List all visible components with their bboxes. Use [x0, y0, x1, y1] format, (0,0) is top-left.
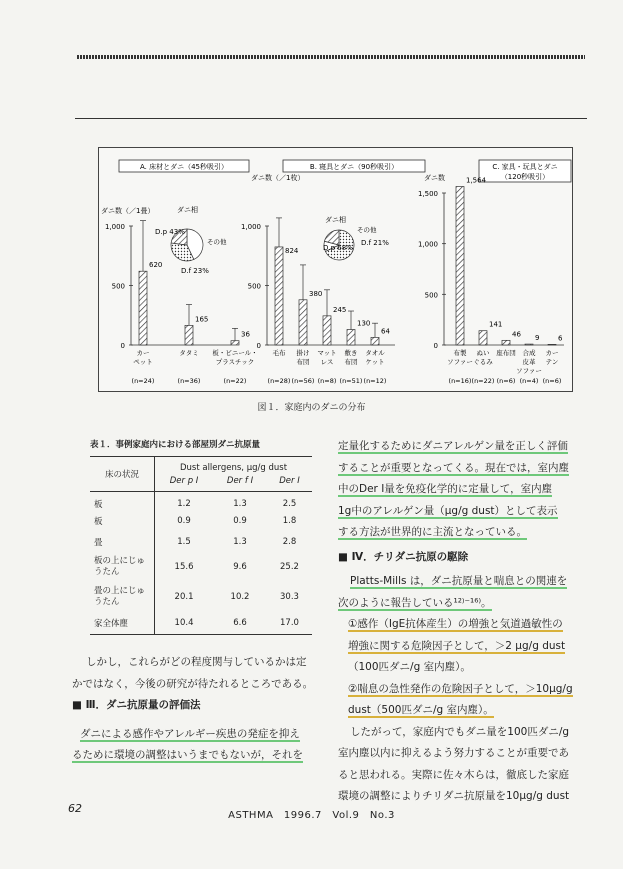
chart-title: B. 寝具とダニ（90秒吸引）	[309, 163, 399, 171]
paragraph-line: ると思われる。実際に佐々木らは，徹底した家庭	[338, 768, 569, 781]
chart-title: C. 家具・玩具とダニ	[492, 163, 558, 171]
cell: 1.2	[177, 499, 191, 509]
n-label: (n=6)	[542, 377, 562, 385]
category-label: ペット	[133, 358, 153, 366]
cell: 17.0	[267, 612, 312, 635]
category-label: ケット	[365, 358, 385, 366]
y-tick-label: 500	[111, 282, 125, 291]
category-label: 毛布	[272, 349, 286, 357]
table-col-derp: Der p Ⅰ	[169, 475, 199, 486]
highlight-line: することが重要となってくる。現在では，室内塵	[338, 461, 569, 474]
bar	[479, 331, 487, 345]
bar	[299, 300, 307, 345]
paragraph-line: かではなく，今後の研究が待たれるところである。	[72, 677, 314, 690]
bar	[323, 316, 331, 345]
bar	[231, 341, 239, 345]
pie-label: D.f 21%	[361, 239, 389, 247]
pie-title: ダニ相	[177, 206, 198, 214]
category-label: 布団	[296, 358, 310, 366]
square-icon: ■	[338, 550, 352, 563]
chart-title: A. 床材とダニ（45秒吸引）	[139, 163, 229, 171]
paragraph-line	[338, 522, 588, 544]
paragraph-line: したがって，家庭内でもダニ量を100匹ダニ/g	[350, 725, 570, 738]
category-label: タオル	[365, 349, 385, 357]
highlight-line: dust（500匹ダニ/g 室内塵）。	[348, 704, 494, 716]
bar	[185, 325, 193, 345]
paragraph-line	[338, 700, 588, 722]
n-label: (n=22)	[223, 377, 247, 385]
paragraph-line	[72, 745, 317, 767]
bar-value-label: 36	[241, 330, 250, 339]
cell: 15.6	[174, 562, 194, 572]
chart-title-sub: （120秒吸引）	[500, 173, 550, 181]
bar-value-label: 46	[512, 330, 521, 339]
category-label: 皮革	[522, 358, 536, 366]
table-row	[90, 612, 312, 635]
bar-value-label: 165	[195, 315, 209, 324]
y-tick-label: 0	[433, 342, 438, 350]
pie-label: D.p 43%	[155, 228, 185, 236]
paragraph-line	[338, 436, 588, 458]
figure-box	[98, 147, 573, 392]
highlight-line: るために環境の調整はいうまでもないが，それを	[72, 749, 303, 761]
cell: 30.3	[280, 592, 299, 602]
bar-value-label: 130	[357, 319, 371, 328]
n-label: (n=16)	[448, 377, 472, 385]
paragraph-line	[338, 614, 588, 636]
pie-label: D.f 23%	[181, 267, 209, 275]
highlight-line: 増強に関する危険因子として，＞2 μg/g dust	[348, 639, 566, 652]
table-row	[90, 510, 312, 532]
category-label: 敷き	[344, 349, 358, 357]
bar	[548, 344, 556, 345]
paragraph-line	[338, 679, 588, 701]
cell: 9.6	[233, 562, 247, 572]
table-col-der: Der Ⅰ	[279, 475, 300, 486]
cell: 25.2	[280, 562, 299, 572]
y-tick-label: 1,000	[417, 240, 438, 249]
category-label: 掛け	[296, 349, 310, 357]
category-label: ソファー	[516, 367, 542, 375]
n-label: (n=22)	[471, 377, 495, 385]
journal-footer: ASTHMA 1996.7 Vol.9 No.3	[228, 810, 395, 821]
n-label: (n=51)	[339, 377, 363, 385]
bar-value-label: 6	[558, 334, 563, 343]
text-line: （100匹ダニ/g 室内塵）。	[348, 661, 471, 673]
paragraph-line: 環境の調整によりチリダニ抗原量を10μg/g dust	[338, 790, 570, 802]
cell: 20.1	[174, 592, 194, 602]
n-label: (n=24)	[131, 377, 155, 385]
section-3-title: Ⅲ．ダニ抗原量の評価法	[85, 699, 201, 711]
paragraph-line	[338, 458, 588, 480]
paragraph-line	[72, 724, 317, 746]
category-label: タタミ	[179, 349, 199, 357]
cell: 1.8	[282, 516, 297, 526]
highlight-line: ダニによる感作やアレルギー疾患の発症を抑え	[80, 727, 300, 740]
bar	[456, 187, 464, 345]
bar-value-label: 620	[149, 261, 163, 270]
bar	[347, 330, 355, 345]
bar-value-label: 380	[309, 289, 323, 298]
table-col-head: 床の状況	[90, 457, 155, 492]
bar	[525, 344, 533, 345]
paragraph-line	[338, 501, 588, 523]
table-title: 表１．事例家庭内における部屋別ダニ抗原量	[90, 440, 261, 450]
highlight-line: する方法が世界的に主流となっている。	[338, 526, 527, 538]
y-tick-label: 0	[256, 342, 261, 350]
row-label: 家全体塵	[90, 612, 155, 635]
paragraph-line	[338, 636, 588, 658]
n-label: (n=12)	[363, 377, 387, 385]
bar	[371, 337, 379, 345]
right-column	[338, 436, 588, 808]
row-label: 板	[90, 510, 155, 532]
category-label: ぬい	[476, 349, 490, 357]
category-label: プラスチック	[215, 358, 255, 366]
table-group-head: Dust allergens, μg/g dust	[155, 457, 313, 475]
pie-title: ダニ相	[325, 216, 346, 224]
section-4-title: Ⅳ．チリダニ抗原の駆除	[351, 550, 469, 563]
highlight-line: ②喘息の急性発作の危険因子として，＞10μg/g	[348, 682, 573, 695]
cell: 0.9	[177, 516, 191, 526]
category-label: テン	[545, 358, 559, 366]
highlight-line: ①感作（IgE抗体産生）の増強と気道過敏性の	[348, 618, 563, 630]
n-label: (n=4)	[519, 377, 539, 385]
paragraph-line	[338, 571, 588, 593]
pie-label: D.p 68%	[323, 244, 353, 252]
n-label: (n=28)	[267, 377, 291, 385]
bar-value-label: 824	[285, 246, 299, 255]
category-label: マット	[317, 349, 337, 357]
dust-allergen-table	[90, 456, 312, 635]
cell: 10.2	[230, 592, 250, 602]
highlight-line: Platts-Mills は，ダニ抗原量と喘息との関連を	[350, 575, 568, 587]
row-label: 板の上にじゅうたん	[90, 552, 155, 582]
paragraph-line: しかし，これらがどの程度関与しているかは定	[86, 656, 307, 668]
category-label: 布団	[344, 358, 358, 366]
table-row	[90, 532, 312, 552]
y-tick-label: 1,500	[417, 190, 438, 198]
bar-value-label: 9	[535, 334, 540, 343]
table-row	[90, 552, 312, 582]
y-tick-label: 500	[424, 291, 438, 300]
y-tick-label: 0	[120, 342, 125, 350]
highlight-line: 中のDer Ⅰ量を免疫化学的に定量して，室内塵	[338, 483, 553, 495]
category-label: ソファー	[447, 358, 473, 366]
square-icon: ■	[72, 699, 86, 711]
n-label: (n=56)	[291, 377, 315, 385]
paragraph-line: 室内塵以内に抑えるよう努力することが重要であ	[338, 747, 569, 759]
bar	[275, 247, 283, 345]
bar-value-label: 64	[381, 327, 390, 336]
y-tick-label: 500	[247, 282, 261, 291]
category-label: 布製	[453, 349, 467, 357]
highlight-line: 次のように報告している¹²⁾⁻¹⁶⁾。	[338, 596, 492, 609]
bar-value-label: 1,564	[466, 176, 487, 185]
cell: 1.3	[233, 499, 247, 509]
figure-caption: 図１．家庭内のダニの分布	[257, 403, 366, 413]
highlight-line: 1g中のアレルゲン量（μg/g dust）として表示	[338, 504, 558, 517]
cell: 2.8	[282, 537, 297, 547]
category-label: カー	[545, 349, 559, 357]
figure-charts	[99, 148, 572, 391]
cell: 10.4	[155, 612, 214, 635]
pie-label: その他	[207, 238, 227, 246]
table-row	[90, 582, 312, 612]
header-rule	[75, 118, 587, 119]
row-label: 畳の上にじゅうたん	[90, 582, 155, 612]
section-heading	[338, 547, 588, 569]
row-label: 板	[90, 492, 155, 511]
pie-label: その他	[357, 226, 377, 234]
y-axis-label: ダニ数（／1畳）	[101, 207, 155, 215]
cell: 1.3	[233, 537, 247, 547]
paragraph-line	[338, 593, 588, 615]
paragraph-line	[338, 657, 588, 679]
category-label: 座布団	[496, 349, 516, 357]
cell: 6.6	[213, 612, 267, 635]
category-label: 板・ビニール・	[212, 349, 258, 357]
cell: 0.9	[233, 516, 247, 526]
table-row	[90, 492, 312, 511]
bar	[139, 271, 147, 345]
left-column	[72, 652, 317, 767]
y-tick-label: 1,000	[104, 223, 125, 231]
category-label: 合成	[522, 349, 536, 357]
n-label: (n=8)	[317, 377, 337, 385]
category-label: カー	[136, 349, 150, 357]
y-tick-label: 1,000	[240, 223, 261, 231]
y-axis-label: ダニ数（／1枚）	[251, 174, 305, 182]
highlight-line: 定量化するためにダニアレルゲン量を正しく評価	[338, 440, 568, 452]
page-number: 62	[68, 802, 82, 815]
cell: 2.5	[282, 499, 297, 509]
bar-value-label: 141	[489, 320, 503, 329]
n-label: (n=36)	[177, 377, 201, 385]
table-col-derf: Der f Ⅰ	[226, 475, 254, 486]
y-axis-label: ダニ数	[424, 174, 445, 182]
n-label: (n=6)	[496, 377, 516, 385]
category-label: レス	[320, 358, 334, 366]
row-label: 畳	[90, 532, 155, 552]
paragraph-line	[338, 479, 588, 501]
section-heading	[72, 695, 317, 717]
bar	[502, 340, 510, 345]
category-label: ぐるみ	[473, 358, 493, 366]
bar-value-label: 245	[333, 305, 347, 314]
header-dotted-rule	[77, 55, 585, 59]
cell: 1.5	[177, 537, 191, 547]
